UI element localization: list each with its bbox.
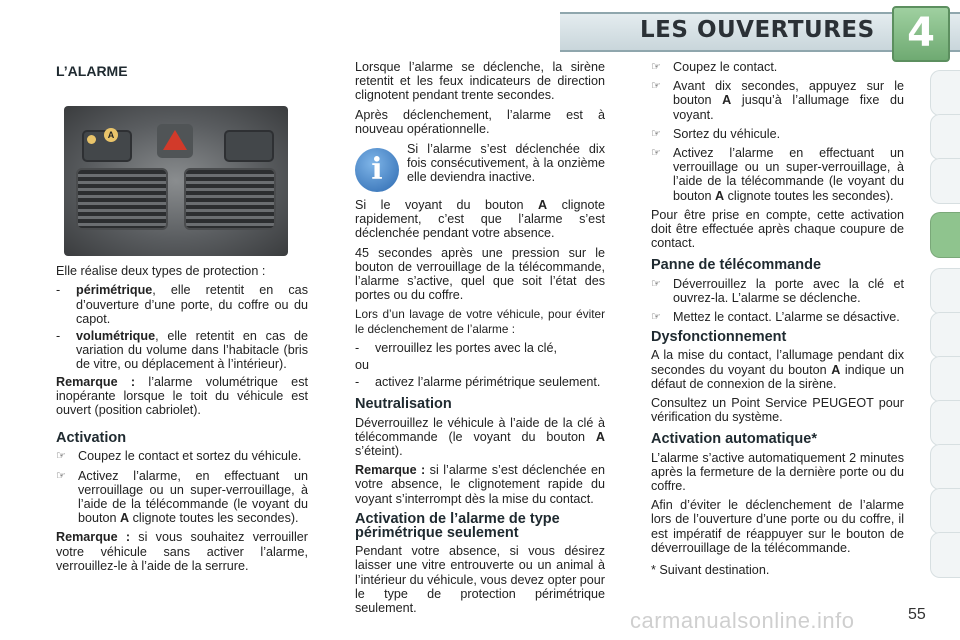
chapter-number: 4 [892, 6, 950, 62]
side-tab-6[interactable] [930, 312, 960, 358]
paragraph: Pendant votre absence, si vous désirez laisser une vitre entrouverte ou un animal à l’intérieur du véhicule, vous devez opter pour le type de protection périmétrique seulement. [355, 544, 605, 616]
pointing-hand-icon: ☞ [651, 147, 661, 160]
side-tab-7[interactable] [930, 356, 960, 402]
section-title-alarm: L’ALARME [56, 63, 128, 79]
pointing-hand-icon: ☞ [651, 61, 661, 73]
paragraph: Déverrouillez le véhicule à l’aide de la clé à télécommande (le voyant du bouton A s’éteint). [355, 415, 605, 459]
column-left [56, 60, 308, 578]
paragraph: Lorsque l’alarme se déclenche, la sirène retentit et les feux indicateurs de direction clignotent pendant trente secondes. [355, 60, 605, 103]
pointing-hand-icon: ☞ [651, 277, 661, 290]
side-tab-5[interactable] [930, 268, 960, 314]
section-title-malfunction: Dysfonctionnement [651, 329, 787, 346]
pointing-hand-icon: ☞ [651, 311, 661, 324]
dash-item: - verrouillez les portes avec la clé, [355, 340, 557, 355]
bullet-item: ☞ Activez l’alarme en effectuant un verrouillage ou un super-verrouillage, à l’aide de la télécommande (le voyant du bouton A clignote toutes les secondes). [651, 146, 904, 203]
column-middle [355, 60, 605, 620]
bullet-item: ☞ Déverrouillez la porte avec la clé et ouvrez-la. L’alarme se déclenche. [651, 276, 904, 305]
side-tab-10[interactable] [930, 488, 960, 534]
section-title-activation: Activation [56, 430, 127, 447]
pointing-hand-icon: ☞ [651, 127, 661, 140]
info-text: Si l’alarme s’est déclenchée dix fois consécutivement, à la onzième elle deviendra inactive. [407, 142, 605, 185]
air-vent-left [76, 168, 168, 230]
air-vent-right [184, 168, 276, 230]
button-a-label: A [104, 128, 118, 142]
paragraph: L’alarme s’active automatiquement 2 minutes après la fermeture de la dernière porte ou du coffre. [651, 450, 904, 494]
intro-text: Elle réalise deux types de protection : [56, 264, 266, 279]
dashboard-button-right [224, 130, 274, 162]
page-header [0, 0, 960, 58]
side-tab-2[interactable] [930, 114, 960, 160]
section-title-auto-activation: Activation automatique* [651, 431, 817, 448]
hazard-triangle-icon [163, 130, 187, 150]
or-text: ou [355, 358, 370, 373]
dashboard-photo [64, 106, 288, 256]
pointing-hand-icon: ☞ [651, 80, 661, 93]
paragraph: 45 secondes après une pression sur le bouton de verrouillage de la télécommande, l’alarme s’active, quel que soit l’état des portes ou du coffre. [355, 245, 605, 303]
side-tab-8[interactable] [930, 400, 960, 446]
hazard-button [157, 124, 193, 158]
bullet-item: ☞ Mettez le contact. L’alarme se désactive. [651, 310, 900, 325]
paragraph: Après déclenchement, l’alarme est à nouveau opérationnelle. [355, 107, 605, 136]
pointing-hand-icon: ☞ [56, 469, 66, 482]
footnote: * Suivant destination. [651, 563, 770, 578]
paragraph: Si le voyant du bouton A clignote rapidement, c’est que l’alarme s’est déclenchée pendant votre absence. [355, 198, 605, 241]
page-number: 55 [908, 606, 926, 623]
info-icon: i [355, 148, 399, 192]
side-tab-active[interactable] [930, 212, 960, 258]
paragraph: A la mise du contact, l’allumage pendant dix secondes du voyant du bouton A indique un défaut de connexion de la sirène. [651, 348, 904, 391]
bullet-item: ☞ Coupez le contact. [651, 60, 778, 74]
section-title-neutralisation: Neutralisation [355, 396, 452, 413]
page-title: LES OUVERTURES [640, 17, 875, 43]
paragraph: Pour être prise en compte, cette activation doit être effectuée après chaque coupure de contact. [651, 207, 904, 251]
bullet-item: ☞ Coupez le contact et sortez du véhicule. [56, 449, 302, 464]
bullet-item: ☞ Activez l’alarme, en effectuant un verrouillage ou un super-verrouillage, à l’aide de la télécommande (le voyant du bouton A clignote toutes les secondes). [56, 468, 308, 526]
remark-lock: Remarque : si vous souhaitez verrouiller votre véhicule sans activer l’alarme, verrouillez-le à l’aide de la serrure. [56, 530, 308, 573]
side-tab-3[interactable] [930, 158, 960, 204]
watermark: carmanualsonline.info [630, 608, 855, 633]
remark-volumetric: Remarque : l’alarme volumétrique est inopérante lorsque le toit du véhicule est ouvert (position cabriolet). [56, 374, 308, 418]
pointing-hand-icon: ☞ [56, 450, 66, 463]
column-right [651, 60, 904, 582]
paragraph: Afin d’éviter le déclenchement de l’alarme lors de l’ouverture d’une porte ou du coffre, il est impératif de réappuyer sur le bouton de déverrouillage de la télécommande. [651, 498, 904, 555]
paragraph: Consultez un Point Service PEUGEOT pour vérification du système. [651, 396, 904, 425]
type-perimetric: - périmétrique, elle retentit en cas d’ouverture d’une porte, du coffre ou du capot. [56, 283, 308, 326]
remark-neutral: Remarque : si l’alarme s’est déclenchée en votre absence, le clignotement rapide du voyant s’interrompt dès la mise du contact. [355, 463, 605, 506]
section-title-perimetric: Activation de l’alarme de type périmétrique seulement [355, 510, 560, 542]
bullet-item: ☞ Sortez du véhicule. [651, 126, 781, 141]
info-box [355, 142, 605, 192]
paragraph: Lors d’un lavage de votre véhicule, pour éviter le déclenchement de l’alarme : [355, 307, 605, 336]
dash-item: - activez l’alarme périmétrique seulement. [355, 375, 601, 390]
type-volumetric: - volumétrique, elle retentit en cas de variation du volume dans l’habitacle (bris de vitre, ou déplacement à l’intérieur). [56, 329, 308, 372]
side-tab-11[interactable] [930, 532, 960, 578]
alarm-led-icon [87, 135, 96, 144]
section-title-remote-failure: Panne de télécommande [651, 257, 822, 274]
side-tab-9[interactable] [930, 444, 960, 490]
bullet-item: ☞ Avant dix secondes, appuyez sur le bouton A jusqu’à l’allumage fixe du voyant. [651, 79, 904, 122]
side-tab-1[interactable] [930, 70, 960, 116]
